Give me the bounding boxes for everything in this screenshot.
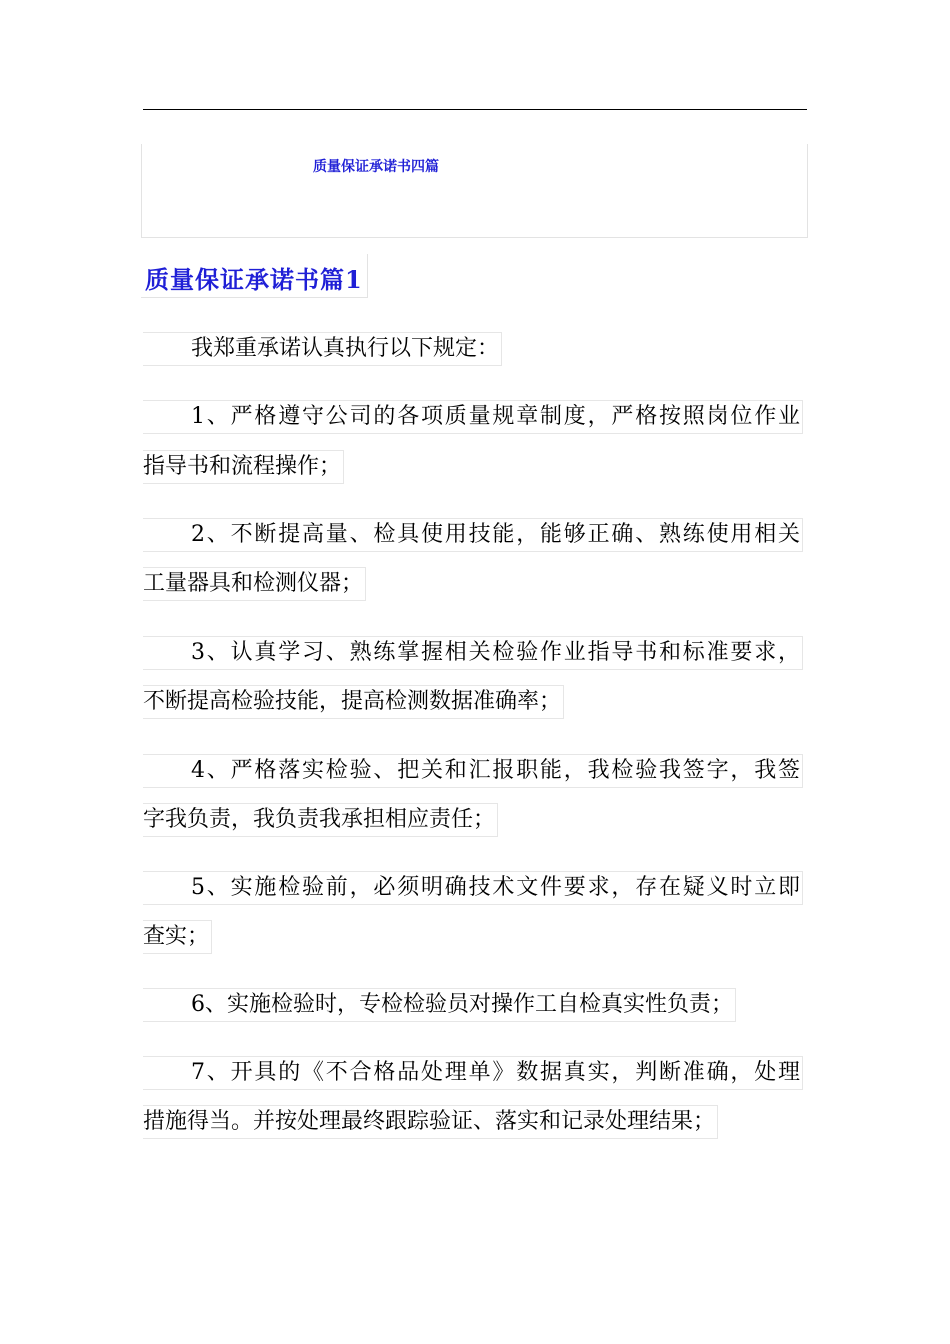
item-2-line-2: 工量器具和检测仪器； — [143, 567, 366, 601]
item-6-line-1: 6、实施检验时，专检检验员对操作工自检真实性负责； — [143, 988, 736, 1022]
top-rule — [143, 109, 807, 110]
toc-box — [141, 144, 808, 238]
intro-line: 我郑重承诺认真执行以下规定： — [143, 332, 502, 366]
item-4-line-1: 4、严格落实检验、把关和汇报职能，我检验我签字，我签 — [143, 754, 803, 788]
item-1-line-2: 指导书和流程操作； — [143, 450, 344, 484]
item-5-line-1: 5、实施检验前，必须明确技术文件要求，存在疑义时立即 — [143, 871, 803, 905]
item-5-line-2: 查实； — [143, 920, 212, 954]
item-3-line-1: 3、认真学习、熟练掌握相关检验作业指导书和标准要求， — [143, 636, 803, 670]
item-4-line-2: 字我负责，我负责我承担相应责任； — [143, 803, 498, 837]
section-heading: 质量保证承诺书篇1 — [141, 254, 368, 298]
item-2-line-1: 2、不断提高量、检具使用技能，能够正确、熟练使用相关 — [143, 518, 803, 552]
item-7-line-2: 措施得当。并按处理最终跟踪验证、落实和记录处理结果； — [143, 1105, 718, 1139]
item-7-line-1: 7、开具的《不合格品处理单》数据真实，判断准确，处理 — [143, 1056, 803, 1090]
item-3-line-2: 不断提高检验技能，提高检测数据准确率； — [143, 685, 564, 719]
toc-link[interactable]: 质量保证承诺书四篇 — [313, 159, 439, 175]
item-1-line-1: 1、严格遵守公司的各项质量规章制度，严格按照岗位作业 — [143, 400, 803, 434]
